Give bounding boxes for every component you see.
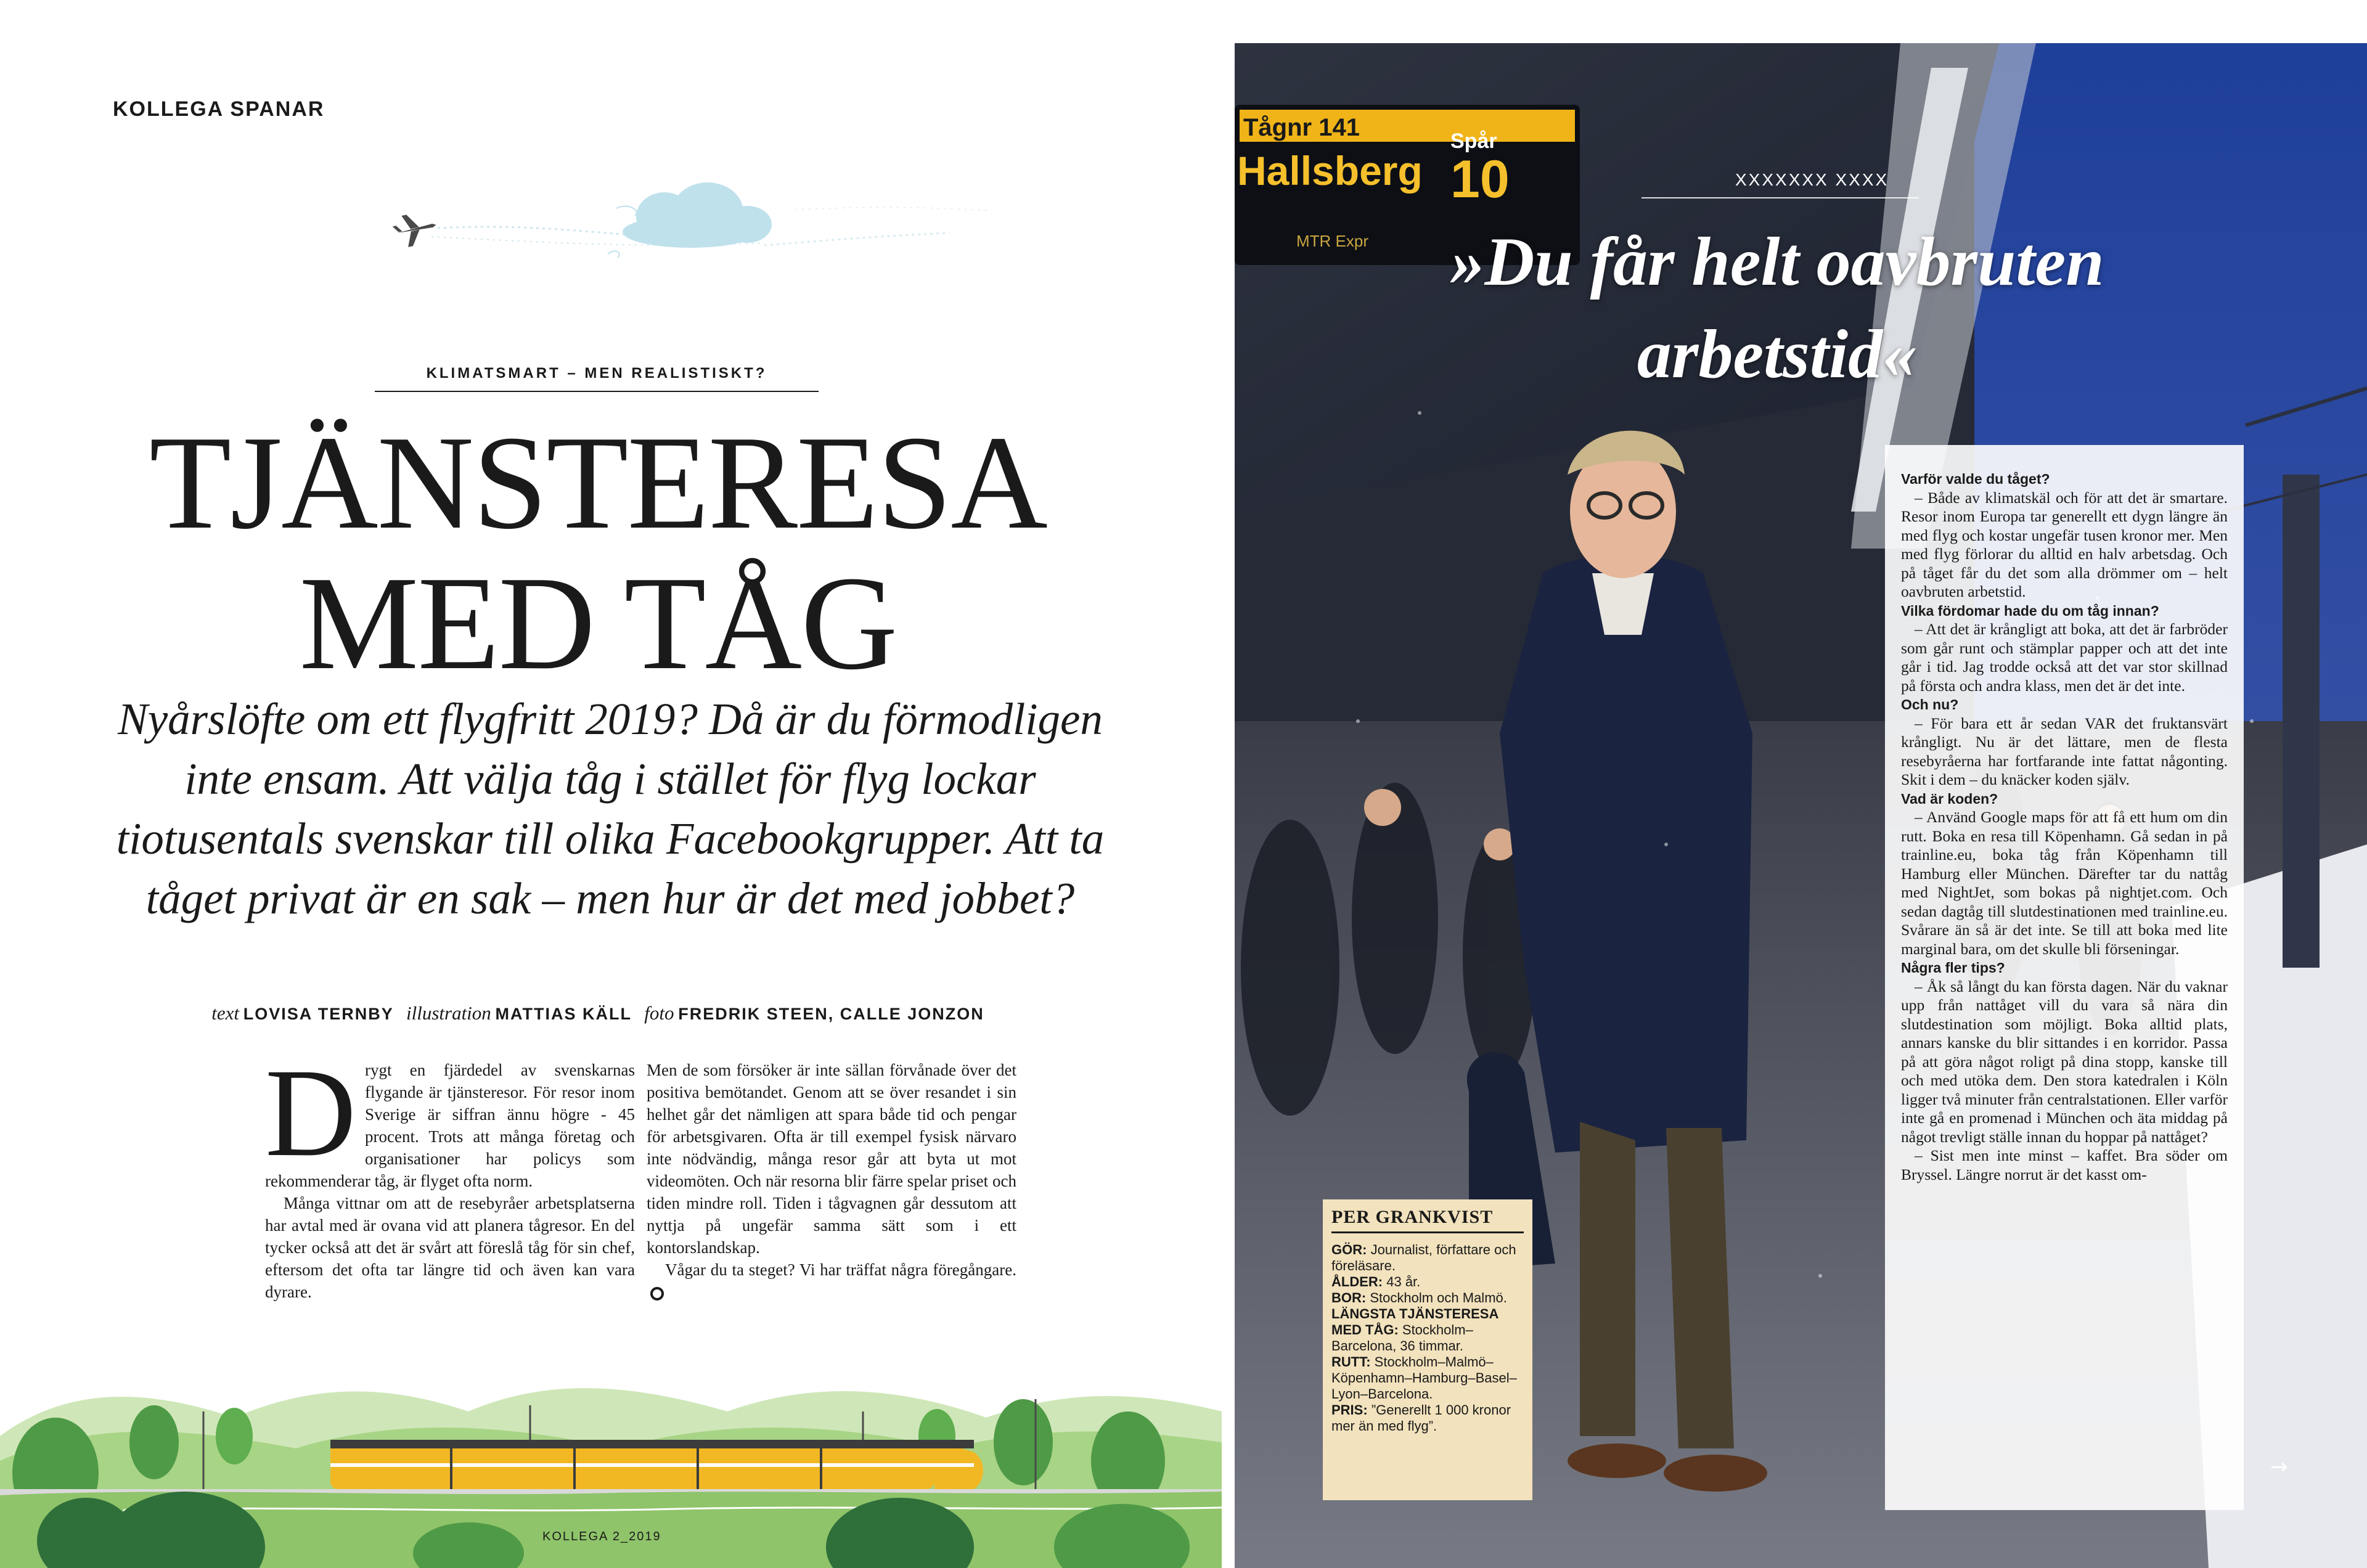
lead-paragraph: Nyårslöfte om ett flygfritt 2019? Då är du förmodligen inte ensam. Att välja tåg i stället för flyg lockar tiotusentals svenskar till olika Facebookgrupper. Att ta tåget privat är en sak – men hur är det med jobbet? — [116, 694, 1105, 923]
body-text: rygt en fjärdedel av svenskarnas flygande är tjänsteresor. För resor inom Sverige är siffran ännu högre - 45 procent. Trots att många företag och organisationer har policys som rekommenderar tåg, är flyget ofta norm. — [265, 1061, 635, 1190]
fact-label: RUTT: — [1331, 1354, 1371, 1370]
headline-line-1: TJÄNSTERESA — [149, 409, 1047, 557]
pull-quote — [1346, 216, 2209, 401]
photo-kicker-rule — [1641, 197, 1919, 198]
pull-quote-line-1: »Du får helt oavbruten — [1450, 224, 2104, 300]
fact-label: LÄNGSTA TJÄNSTERESA MED TÅG: — [1331, 1306, 1498, 1337]
byline-text-label: text — [211, 1002, 239, 1024]
interview-answer: – Både av klimatskäl och för att det är smartare. Resor inom Europa tar generellt ett dygn längre än med flyg och kostar ungefär tusen kronor mer. Men med flyg förlorar du alltid en halv arbetsdag. Och på tåget får du det som alla drömmer om – helt oavbruten arbetstid. — [1901, 488, 2228, 600]
interview-question: Varför valde du tåget? — [1901, 471, 2050, 487]
fact-label: BOR: — [1331, 1290, 1367, 1305]
photo-kicker: XXXXXXX XXXX — [1735, 170, 1889, 189]
sky-illustration — [370, 173, 1048, 296]
fact-label: GÖR: — [1331, 1242, 1367, 1257]
sign-track-number: 10 — [1450, 150, 1510, 209]
interview-answer: – Använd Google maps för att få ett hum om din rutt. Boka en resa till Köpenhamn. Gå sedan in på trainline.eu, boka tåg från Köpenhamn till Hamburg eller München. Därefter tar du nattåg med NightJet, som bokas på nightjet.com. Och sedan dagtåg till slutdestinationen med trainline.eu. Svårare än så är det inte. Se till att boka med lite marginal bara, om det skulle bli förseningar. — [1901, 808, 2228, 958]
fact-box — [1323, 1199, 1532, 1500]
body-paragraph — [265, 1043, 635, 1192]
byline — [111, 1002, 1085, 1024]
byline-photo-label: foto — [644, 1002, 674, 1024]
body-column-2 — [647, 1059, 1016, 1303]
fact-label: PRIS: — [1331, 1402, 1368, 1418]
fact-row — [1331, 1290, 1524, 1306]
byline-text-name: LOVISA TERNBY — [243, 1005, 394, 1023]
next-page-arrow-icon: → — [2270, 1455, 2288, 1479]
fact-value: Stockholm och Malmö. — [1370, 1290, 1507, 1305]
fact-row — [1331, 1306, 1524, 1354]
airplane-icon — [391, 209, 439, 249]
right-page — [1235, 43, 2367, 1568]
fact-value: ”Generellt 1 000 kronor mer än med flyg”. — [1331, 1402, 1511, 1434]
interview-question: Några fler tips? — [1901, 960, 2005, 976]
sign-track-label: Spår — [1450, 129, 1497, 153]
interview-answer: – För bara ett år sedan VAR det fruktansvärt krångligt. Nu är det lättare, men de flesta resebyråerna har fortfarande inte fattat någonting. Skit i dem – du knäcker koden själv. — [1901, 714, 2228, 788]
kicker-rule — [375, 391, 819, 392]
fact-value: Stockholm–Barcelona, 36 timmar. — [1331, 1322, 1473, 1354]
interview-question: Vilka fördomar hade du om tåg innan? — [1901, 602, 2159, 619]
section-label: KOLLEGA SPANAR — [113, 97, 325, 121]
kicker: KLIMATSMART – MEN REALISTISKT? — [426, 365, 767, 382]
dropcap: D — [265, 1043, 357, 1183]
body-text: Vågar du ta steget? Vi har träffat några föregångare. — [665, 1260, 1016, 1279]
body-column-1 — [265, 1043, 635, 1303]
interview-answer: – Sist men inte minst – kaffet. Bra söder om Bryssel. Längre norrut är det kasst om- — [1901, 1146, 2228, 1183]
fact-value: 43 år. — [1386, 1274, 1421, 1289]
fact-value: Journalist, författare och föreläsare. — [1331, 1242, 1516, 1273]
byline-photo-name: FREDRIK STEEN, CALLE JONZON — [678, 1005, 984, 1023]
sign-operator: MTR Expr — [1296, 232, 1368, 250]
interview-box — [1885, 445, 2244, 1510]
headline-line-2: MED TÅG — [299, 549, 897, 698]
end-mark-icon — [650, 1287, 664, 1301]
fact-box-name: PER GRANKVIST — [1331, 1209, 1524, 1233]
page-folio: KOLLEGA 2_2019 — [542, 1530, 661, 1543]
interview-answer: – Att det är krångligt att boka, att det är farbröder som går runt och stämplar papper och att det inte går i tid. Jag trodde också att det var stor skillnad på första och andra klass, men det är det inte. — [1901, 620, 2228, 695]
interview-question: Vad är koden? — [1901, 790, 1998, 807]
interview-question: Och nu? — [1901, 696, 1959, 713]
sign-station: Hallsberg — [1237, 148, 1423, 194]
body-paragraph: Men de som försöker är inte sällan förvånade över det positiva bemötandet. Genom att se över resandet i sin helhet går det nämligen att spara både tid och pengar för arbetsgivaren. Ofta är till exempel fysisk närvaro inte nödvändig, många resor går att byta ut mot videomöten. Och när resorna blir färre spelar priset och tiden mindre roll. Tiden i tågvagnen går dessutom att nyttja på ungefär samma sätt som i ett kontorslandskap. — [647, 1061, 1016, 1257]
pull-quote-line-2: arbetstid« — [1637, 316, 1918, 393]
fact-row — [1331, 1242, 1524, 1274]
train-icon — [330, 1440, 983, 1489]
sign-train-number: Tågnr 141 — [1243, 114, 1360, 141]
fact-value: Stockholm–Malmö–Köpenhamn–Hamburg–Basel–Lyon–Barcelona. — [1331, 1354, 1517, 1402]
fact-row — [1331, 1402, 1524, 1434]
interview-answer: – Åk så långt du kan första dagen. När du vaknar upp från nattåget vill du vara så nära din slutdestination som möjligt. Boka alltid plats, annars kanske du blir sittandes i en korridor. Passa på att göra något roligt på dina stopp, kanske till och med utöka dem. Den stora katedralen i Köln ligger två minuter från centralstationen. Eller varför inte gå en promenad i München och äta middag på något trevligt ställe innan du hoppar på nattåget? — [1901, 977, 2228, 1146]
byline-illustration-label: illustration — [406, 1002, 491, 1024]
fact-row — [1331, 1354, 1524, 1402]
body-paragraph: Många vittnar om att de resebyråer arbetsplatserna har avtal med är ovana vid att planera tågresor. En del tycker också att det är svårt att föreslå tåg för sin chef, eftersom det ofta tar längre tid och även kan vara dyrare. — [265, 1194, 635, 1301]
cloud-icon — [623, 182, 772, 248]
headline — [74, 409, 1122, 698]
body-paragraph — [647, 1259, 1016, 1303]
byline-illustration-name: MATTIAS KÄLL — [495, 1005, 632, 1023]
fact-label: ÅLDER: — [1331, 1274, 1383, 1289]
fact-row — [1331, 1274, 1524, 1290]
